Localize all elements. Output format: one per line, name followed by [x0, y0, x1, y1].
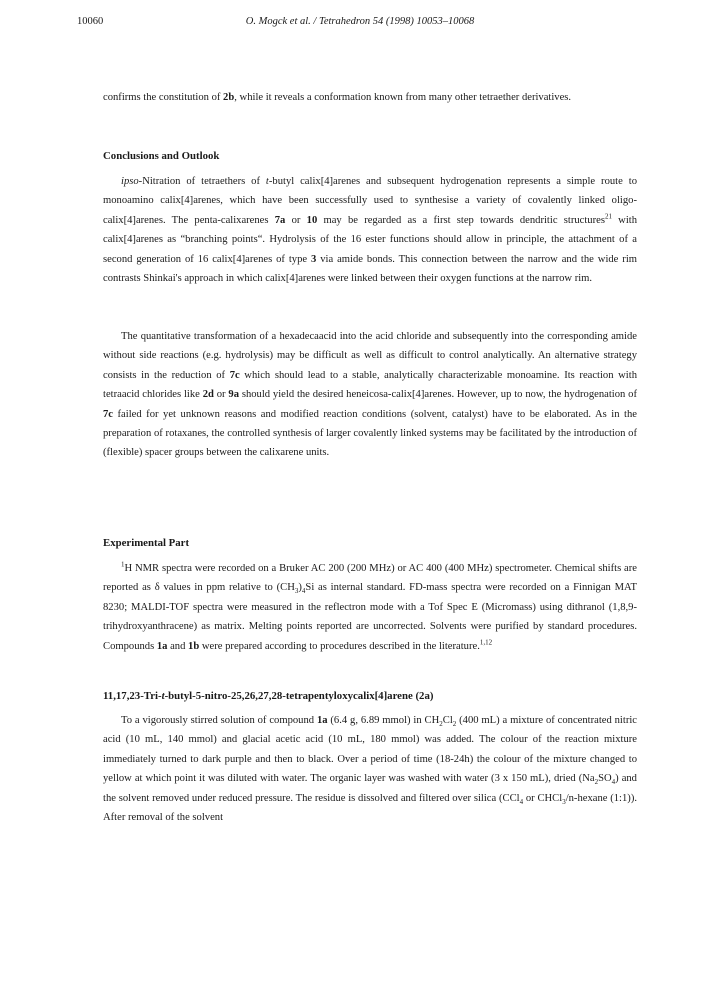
intro-paragraph: confirms the constitution of 2b, while it reveals a conformation known from many other tetraether derivatives. [103, 92, 572, 103]
conclusions-paragraph-2: The quantitative transformation of a hexadecaacid into the acid chloride and subsequently into the corresponding amide without side reactions (e.g. hydrolysis) may be difficult as well as difficult to control analytically. An alternative strategy consists in the reduction of 7c which should lead to a stable, analytically characterizable monoamine. Its reaction with tetraacid chlorides like 2d or 9a should yield the desired heneicosa-calix[4]arenes. However, up to now, the hydrogenation of 7c failed for yet unknown reasons and modified reaction conditions (solvent, catalyst) have to be elaborated. As in the preparation of rotaxanes, the controlled synthesis of larger covalently linked systems may be facilitated by the introduction of (flexible) spacer groups between the calixarene units. [103, 331, 637, 459]
compound-procedure-paragraph: To a vigorously stirred solution of compound 1a (6.4 g, 6.89 mmol) in $CH_2Cl_2$ (400 mL) a mixture of concentrated nitric acid (10 mL, 140 mmol) and glacial acetic acid (10 mL, 180 mmol) was added. The colour of the reaction mixture immediately turned to dark purple and then to black. Over a period of time (18-24h) the colour of the mixture changed to yellow at which point it was diluted with water. The organic layer was washed with water (3 x 150 mL), dried $(Na_2SO_4)$ and the solvent removed under reduced pressure. The residue is dissolved and filtered over silica (CCl$_4$ or CHCl$_3$/n-hexane (1:1)). After removal of the solvent [103, 715, 637, 824]
section-heading-experimental: Experimental Part [103, 537, 190, 549]
page-number: 10060 [77, 16, 104, 27]
running-header-citation: O. Mogck et al. / Tetrahedron 54 (1998) 10053–10068 [245, 16, 475, 27]
compound-heading: 11,17,23-Tri-t-butyl-5-nitro-25,26,27,28-tetrapentyloxycalix[4]arene (2a) [103, 690, 434, 702]
conclusions-paragraph-1: ipso-Nitration of tetraethers of t-butyl calix[4]arenes and subsequent hydrogenation represents a simple route to monoamino calix[4]arenes, which have been successfully used to synthesise a variety of covalently linked oligo-calix[4]arenes. The penta-calixarenes 7a or 10 may be regarded as a first step towards dendritic structures$^{21}$ with calix[4]arenes as “branching points“. Hydrolysis of the 16 ester functions should allow in principle, the attachment of a second generation of 16 calix[4]arenes of type 3 via amide bonds. This connection between the narrow and the wide rim contrasts Shinkai's approach in which calix[4]arenes were linked between their oxygen functions at the narrow rim. [103, 176, 638, 285]
section-heading-conclusions: Conclusions and Outlook [103, 150, 220, 162]
experimental-paragraph: $^1$H NMR spectra were recorded on a Bruker AC 200 (200 MHz) or AC 400 (400 MHz) spectrometer. Chemical shifts are reported as δ values in ppm relative to $(CH_3)_4Si$ as internal standard. FD-mass spectra were recorded on a Finnigan MAT 8230; MALDI-TOF spectra were measured in the reflectron mode with a Tof Spec E (Micromass) using dithranol (1,8,9-trihydroxyanthracene) as matrix. Melting points reported are uncorrected. Solvents were purified by standard procedures. Compounds 1a and 1b were prepared according to procedures described in the literature.$^{1,12}$ [103, 560, 637, 652]
